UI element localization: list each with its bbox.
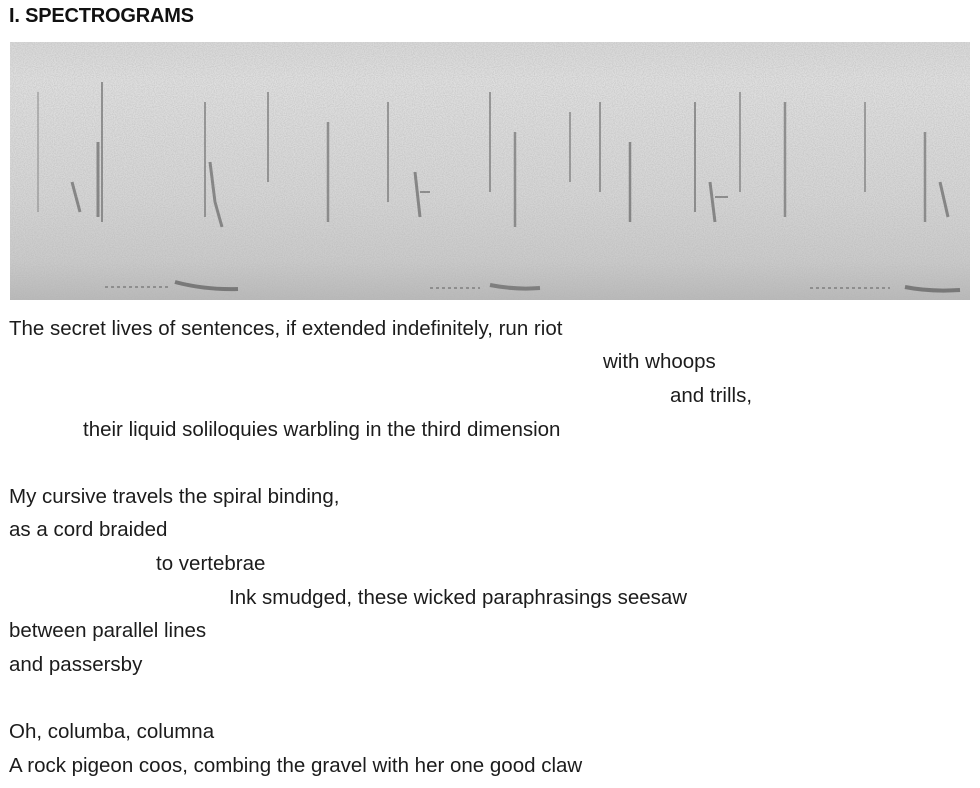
poem-line: with whoops [603, 350, 716, 373]
section-heading: I. SPECTROGRAMS [9, 5, 194, 27]
poem-line: their liquid soliloquies warbling in the third dimension [83, 418, 561, 441]
poem-line: A rock pigeon coos, combing the gravel with her one good claw [9, 754, 583, 777]
poem-line: The secret lives of sentences, if extended indefinitely, run riot [9, 317, 563, 340]
poem-line: Oh, columba, columna [9, 720, 215, 743]
poem-line: and trills, [670, 384, 753, 407]
poem-line: between parallel lines [9, 619, 207, 642]
poem-line: and passersby [9, 653, 143, 676]
poem-line: Ink smudged, these wicked paraphrasings seesaw [229, 586, 688, 609]
poem-line: as a cord braided [9, 518, 168, 541]
poem-line: My cursive travels the spiral binding, [9, 485, 340, 508]
poem-line: to vertebrae [156, 552, 266, 575]
